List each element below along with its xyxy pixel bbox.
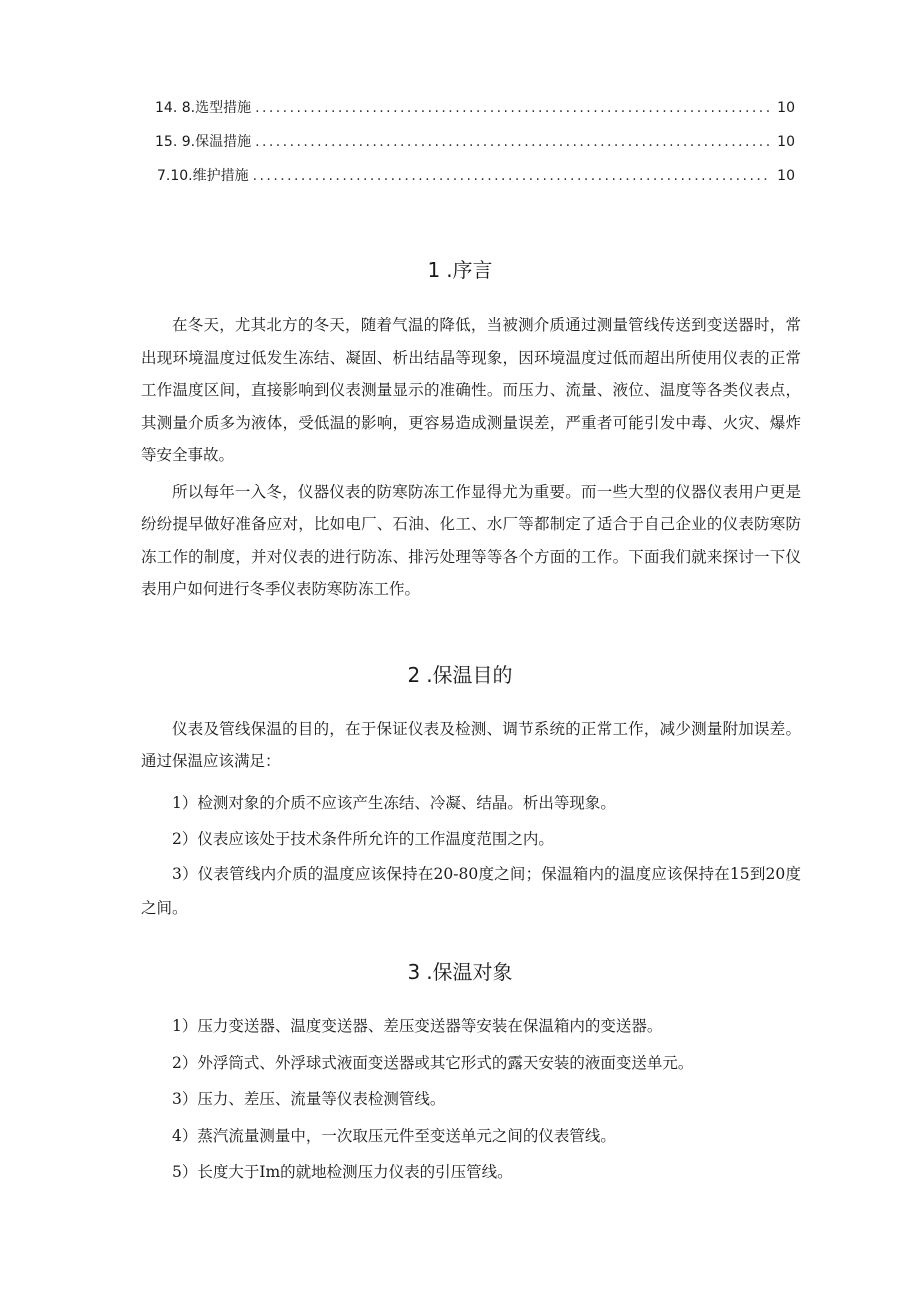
list-item: 1）压力变送器、温度变送器、差压变送器等安装在保温箱内的变送器。 xyxy=(172,1017,663,1035)
section-number: 2 xyxy=(407,663,421,687)
toc-leader-dots xyxy=(255,130,771,154)
paragraph: 所以每年一入冬，仪器仪表的防寒防冻工作显得尤为重要。而一些大型的仪器仪表用户更是纷纷提早做好准备应对，比如电厂、石油、化工、水厂等都制定了适合于自己企业的仪表防寒防冻工作的制度，并对仪表的进行防冻、排污处理等等各个方面的工作。下面我们就来探讨一下仪表用户如何进行冬季仪表防寒防冻工作。 xyxy=(141,482,801,598)
section-number: 3 xyxy=(407,960,421,984)
list-item: 2）外浮筒式、外浮球式液面变送器或其它形式的露天安装的液面变送单元。 xyxy=(172,1053,694,1072)
toc-entry[interactable] xyxy=(157,164,795,198)
section-body-preface xyxy=(141,309,801,610)
section-title-text: .序言 xyxy=(446,258,493,282)
objects-list xyxy=(141,1008,801,1191)
section-body-purpose xyxy=(141,713,801,781)
list-item: 3）压力、差压、流量等仪表检测管线。 xyxy=(172,1090,446,1108)
section-heading-purpose xyxy=(0,661,920,689)
toc-leader-dots xyxy=(255,96,771,120)
toc-entry-page: 10 xyxy=(777,134,795,150)
list-item: 5）长度大于Im的就地检测压力仪表的引压管线。 xyxy=(172,1163,513,1181)
toc-entry-label: 7.10.维护措施 xyxy=(157,168,249,184)
toc-entry[interactable] xyxy=(155,130,795,164)
purpose-list xyxy=(141,785,801,925)
table-of-contents xyxy=(155,96,795,198)
section-heading-preface xyxy=(0,256,920,284)
section-title-text: .保温对象 xyxy=(426,960,513,984)
toc-entry-page: 10 xyxy=(777,168,795,184)
section-heading-objects xyxy=(0,958,920,986)
section-number: 1 xyxy=(427,258,441,282)
paragraph: 仪表及管线保温的目的，在于保证仪表及检测、调节系统的正常工作，减少测量附加误差。通过保温应该满足： xyxy=(141,720,801,770)
toc-entry-label: 14. 8.选型措施 xyxy=(155,100,252,116)
toc-leader-dots xyxy=(253,164,772,188)
list-item: 4）蒸汽流量测量中，一次取压元件至变送单元之间的仪表管线。 xyxy=(172,1126,616,1145)
list-item: 3）仪表管线内介质的温度应该保持在20-80度之间；保温箱内的温度应该保持在15到20度之间。 xyxy=(141,865,801,917)
section-title-text: .保温目的 xyxy=(426,663,513,687)
toc-entry-label: 15. 9.保温措施 xyxy=(155,134,252,150)
list-item: 2）仪表应该处于技术条件所允许的工作温度范围之内。 xyxy=(172,830,554,848)
list-item: 1）检测对象的介质不应该产生冻结、冷凝、结晶。析出等现象。 xyxy=(172,794,616,812)
toc-entry[interactable] xyxy=(155,96,795,130)
paragraph: 在冬天，尤其北方的冬天，随着气温的降低，当被测介质通过测量管线传送到变送器时，常出现环境温度过低发生冻结、凝固、析出结晶等现象，因环境温度过低而超出所使用仪表的正常工作温度区间，直接影响到仪表测量显示的准确性。而压力、流量、液位、温度等各类仪表点，其测量介质多为液体，受低温的影响，更容易造成测量误差，严重者可能引发中毒、火灾、爆炸等安全事故。 xyxy=(141,316,801,464)
toc-entry-page: 10 xyxy=(777,100,795,116)
